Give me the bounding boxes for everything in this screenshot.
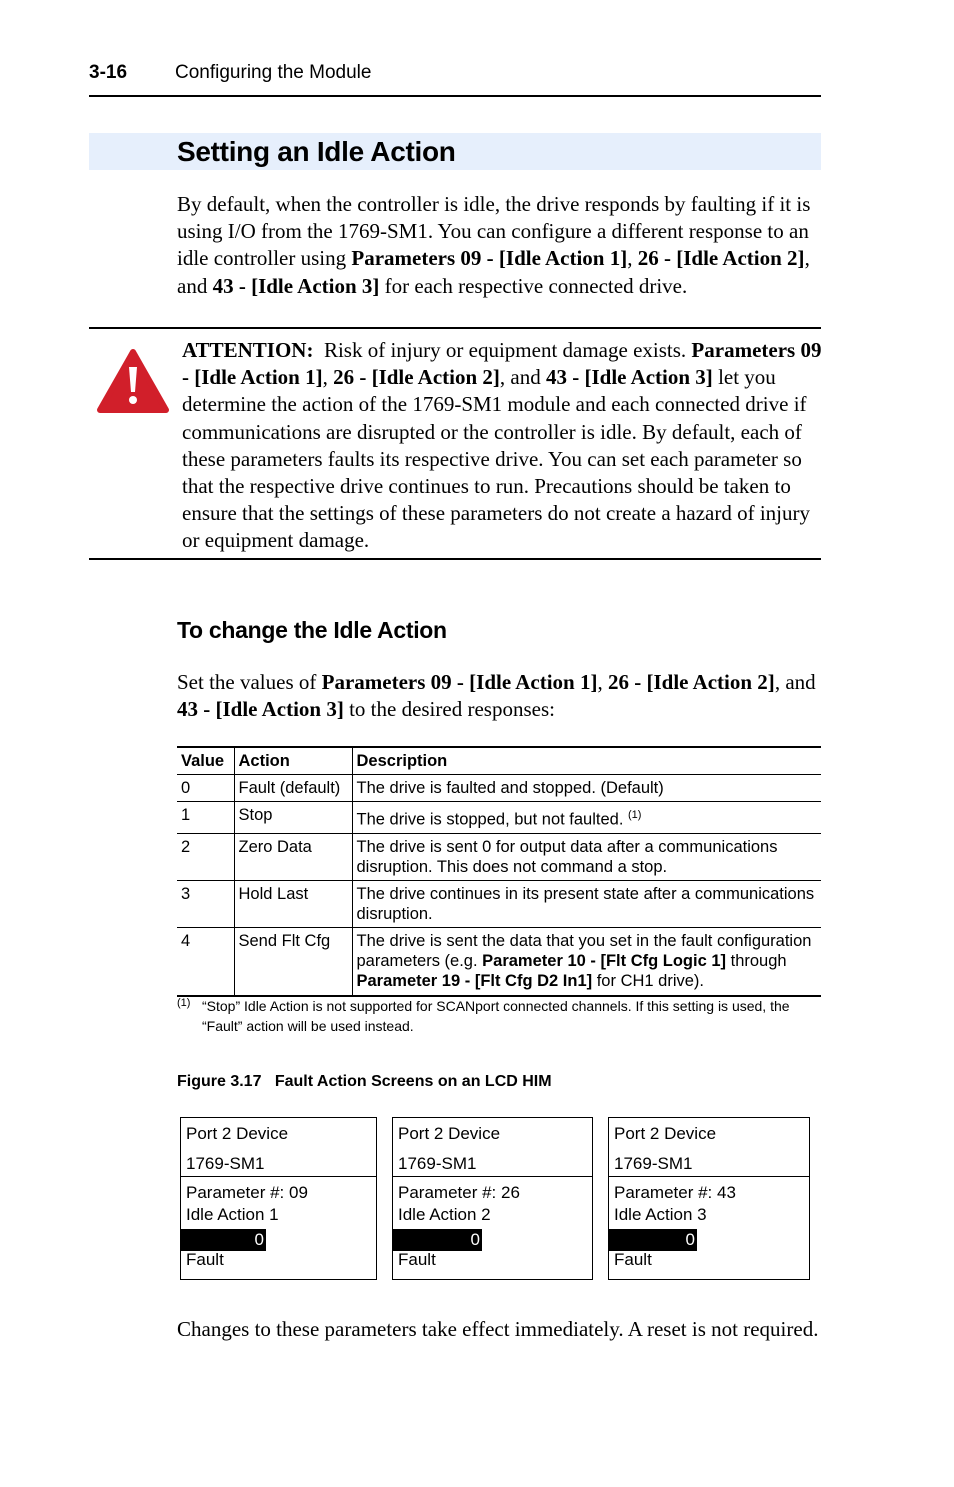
sub-text-2: , — [597, 670, 608, 694]
lcd-value: 0 — [181, 1229, 266, 1251]
cell-value: 2 — [177, 833, 234, 880]
intro-param-43: 43 - [Idle Action 3] — [212, 273, 380, 298]
lcd-parameter-name: Idle Action 3 — [614, 1205, 707, 1224]
table-row — [177, 833, 821, 880]
desc-param-19: Parameter 19 - [Flt Cfg D2 In1] — [356, 971, 593, 990]
lcd-parameter-name: Idle Action 1 — [186, 1205, 279, 1224]
warning-triangle-icon — [96, 348, 170, 419]
footnote-mark: (1) — [177, 997, 191, 1009]
figure-caption: Figure 3.17 Fault Action Screens on an LCD HIM — [177, 1073, 552, 1090]
intro-text-4: for each respective connected drive. — [379, 273, 688, 298]
cell-description: The drive continues in its present state after a communications disruption. — [352, 880, 821, 927]
sub-text-1: Set the values of — [177, 670, 322, 694]
attention-param-43: 43 - [Idle Action 3] — [545, 365, 713, 390]
table-row — [177, 775, 821, 802]
attention-param-26: 26 - [Idle Action 2] — [333, 365, 500, 390]
table-row — [177, 802, 821, 834]
lcd-parameter-name: Idle Action 2 — [398, 1205, 491, 1224]
lcd-port: Port 2 Device — [186, 1124, 289, 1143]
section-title: Setting an Idle Action — [177, 136, 456, 167]
table-footnote — [177, 996, 821, 1036]
attention-param-09: Parameters 09 - [Idle Action 1] — [182, 338, 822, 390]
cell-description: The drive is faulted and stopped. (Default) — [352, 775, 821, 802]
table-row — [177, 880, 821, 927]
cell-action: Hold Last — [234, 880, 352, 927]
attention-text-2: , — [322, 365, 334, 390]
cell-value: 4 — [177, 927, 234, 996]
lcd-screen-1 — [180, 1117, 377, 1280]
table-row — [177, 927, 821, 996]
lcd-device: 1769-SM1 — [186, 1154, 265, 1173]
page-number: 3-16 — [89, 62, 128, 83]
sub-param-43: 43 - [Idle Action 3] — [177, 697, 344, 722]
cell-value: 1 — [177, 802, 234, 834]
col-header-value: Value — [177, 747, 234, 775]
col-header-description: Description — [352, 747, 821, 775]
lcd-device: 1769-SM1 — [398, 1154, 477, 1173]
lcd-divider — [609, 1176, 809, 1177]
cell-action: Zero Data — [234, 833, 352, 880]
attention-text-3: , and — [499, 365, 546, 390]
lcd-port: Port 2 Device — [614, 1124, 717, 1143]
lcd-value: 0 — [609, 1229, 697, 1251]
sub-param-26: 26 - [Idle Action 2] — [607, 670, 775, 694]
cell-action: Send Flt Cfg — [234, 927, 352, 996]
sub-text-3: , and — [774, 670, 816, 694]
desc-part-5: for CH1 drive). — [592, 971, 704, 990]
attention-text — [182, 337, 822, 555]
subsection-paragraph — [177, 669, 821, 723]
footnote-text: “Stop” Idle Action is not supported for SCANport connected channels. If this setting is used, the “Fault” action will be used instead. — [202, 998, 790, 1034]
attention-text-4: let you determine the action of the 1769-SM1 module and each connected drive if communications are disrupted or the controller is idle. By default, each of these parameters faults its respective drive. You can set each parameter so that the respective drive continues to run. Precautions should be taken to ensure that the settings of these parameters do not create a hazard of injury or equipment damage. — [182, 365, 811, 553]
intro-param-26: 26 - [Idle Action 2] — [637, 246, 805, 271]
header-rule — [89, 95, 821, 97]
lcd-port: Port 2 Device — [398, 1124, 501, 1143]
subsection-title: To change the Idle Action — [177, 617, 447, 643]
cell-action: Stop — [234, 802, 352, 834]
intro-paragraph — [177, 191, 821, 300]
cell-description: The drive is sent 0 for output data after a communications disruption. This does not command a stop. — [352, 833, 821, 880]
idle-action-table — [177, 746, 821, 997]
closing-paragraph: Changes to these parameters take effect immediately. A reset is not required. — [177, 1317, 819, 1341]
cell-description — [352, 802, 821, 834]
cell-description-text: The drive is stopped, but not faulted. — [356, 810, 629, 829]
attention-top-rule — [89, 327, 821, 329]
intro-text-2: , — [627, 246, 638, 271]
lcd-divider — [393, 1176, 592, 1177]
col-header-action: Action — [234, 747, 352, 775]
lcd-parameter: Parameter #: 09 — [186, 1183, 308, 1202]
sub-param-09: Parameters 09 - [Idle Action 1] — [321, 670, 598, 694]
attention-bottom-rule — [89, 558, 821, 560]
intro-param-09: Parameters 09 - [Idle Action 1] — [351, 246, 628, 271]
sub-text-4: to the desired responses: — [343, 697, 555, 722]
intro-text-3: , and — [177, 246, 810, 298]
lcd-setting: Fault — [614, 1250, 652, 1269]
cell-action: Fault (default) — [234, 775, 352, 802]
desc-param-10: Parameter 10 - [Flt Cfg Logic 1] — [482, 951, 727, 970]
lcd-value: 0 — [393, 1229, 482, 1251]
cell-description — [352, 927, 821, 996]
table-header-row — [177, 747, 821, 775]
lcd-setting: Fault — [398, 1250, 436, 1269]
intro-text-1: By default, when the controller is idle, the drive responds by faulting if it is using I/O from the 1769-SM1. You can configure a different response to an idle controller using — [177, 192, 811, 271]
desc-part-3: through — [726, 951, 787, 970]
attention-text-1: Risk of injury or equipment damage exists. — [313, 338, 692, 362]
cell-value: 0 — [177, 775, 234, 802]
chapter-title: Configuring the Module — [175, 62, 372, 83]
lcd-parameter: Parameter #: 26 — [398, 1183, 520, 1202]
attention-label: ATTENTION: — [182, 338, 314, 362]
cell-value: 3 — [177, 880, 234, 927]
footnote-reference: (1) — [628, 809, 642, 821]
lcd-screen-2 — [392, 1117, 593, 1280]
desc-part-1: The drive is sent the data that you set in the fault configuration parameters (e.g. — [356, 931, 812, 970]
lcd-screen-3 — [608, 1117, 810, 1280]
lcd-device: 1769-SM1 — [614, 1154, 693, 1173]
lcd-setting: Fault — [186, 1250, 224, 1269]
lcd-divider — [181, 1176, 376, 1177]
lcd-parameter: Parameter #: 43 — [614, 1183, 736, 1202]
